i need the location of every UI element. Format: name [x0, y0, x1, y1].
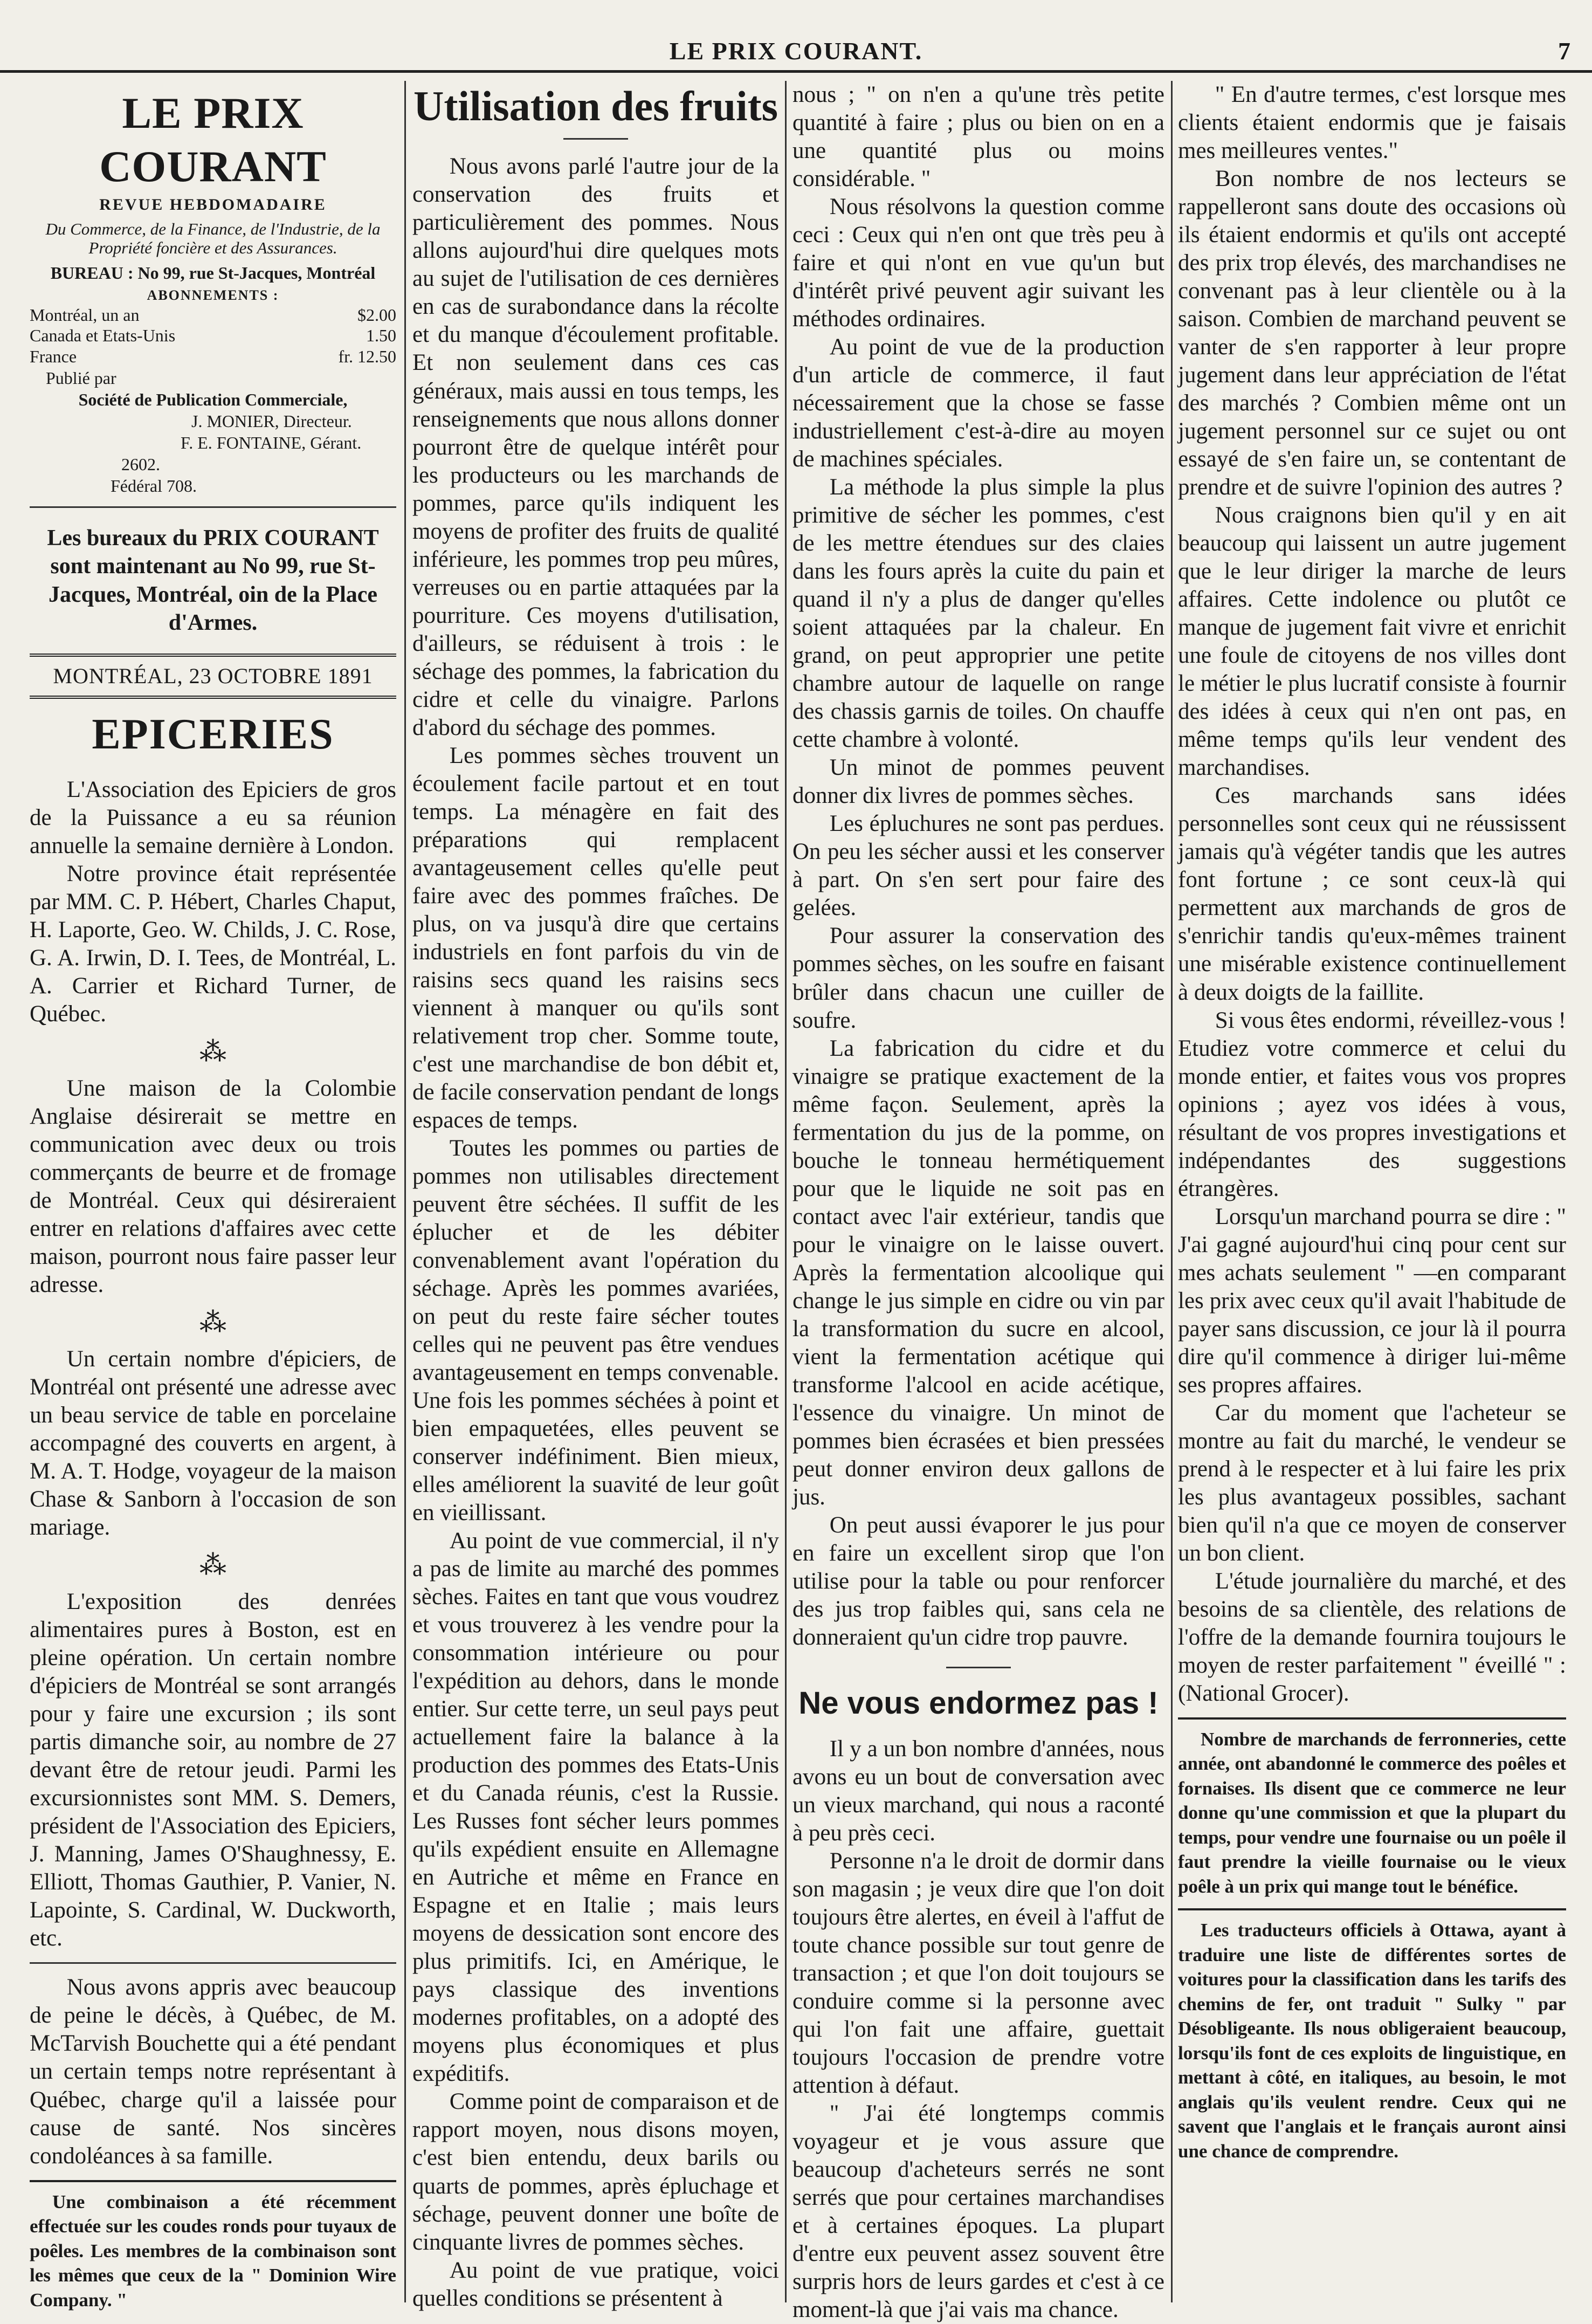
subscription-price: $2.00 — [357, 305, 396, 325]
subscription-place: Montréal, un an — [30, 305, 140, 325]
column-3 — [792, 81, 1164, 2323]
divider — [30, 506, 396, 508]
article-paragraph: Au point de vue pratique, voici quelles conditions se présentent à — [412, 2257, 779, 2311]
article-paragraph: Nous avons parlé l'autre jour de la conservation des fruits et particulièrement des pommes. Nous allons aujourd'hui dire quelques mots au sujet de l'utilisation de ces dernières en cas de surabondance dans la récolte et du manque d'écoulement profitable. Et non seulement dans ces cas généraux, mais aussi en tous temps, les renseignements que nous allons donner pourront être de quelque intérêt pour les producteurs ou les marchands de pommes, parce qu'ils indiquent les moyens de profiter des fruits de qualité inférieure, les pommes trop peu mûres, verreuses ou en partie attaquées par la pourriture. Ces moyens d'utilisation, d'ailleurs, se réduisent à trois : le séchage des pommes, la fabrication du cidre et celle du vinaigre. Parlons d'abord du séchage des pommes. — [412, 154, 779, 740]
section-title-epiceries: EPICERIES — [92, 711, 334, 759]
article-paragraph: Nous avons appris avec beaucoup de peine le décès, à Québec, de M. McTarvish Bouchette qui a été pendant un certain temps notre représentant à Québec, charge qu'il a laissée pour cause de santé. Nos sincères condoléances à sa famille. — [30, 1975, 396, 2169]
article-paragraph: nous ; " on n'en a qu'une très petite quantité à faire ; plus ou bien on en a une quantité plus ou moins considérable. " — [792, 82, 1164, 192]
article-paragraph: Comme point de comparaison et de rapport moyen, nous disons moyen, c'est bien entendu, deux barils ou quarts de pommes, après épluchage et séchage, peuvent donner une boîte de cinquante livres de pommes sèches. — [412, 2089, 779, 2255]
running-title: LE PRIX COURANT. — [669, 37, 923, 65]
article-title: Ne vous endormez pas ! — [798, 1685, 1159, 1721]
subscription-place: France — [30, 346, 77, 366]
asterism-divider: ⁂ — [199, 1036, 226, 1067]
column-2 — [412, 81, 779, 2311]
dateline: MONTRÉAL, 23 OCTOBRE 1891 — [30, 654, 396, 699]
column-1 — [30, 81, 396, 2311]
article-paragraph: Car du moment que l'acheteur se montre au fait du marché, le vendeur se prend à le respecter et à lui faire les prix les plus avantageux possibles, sachant bien qu'il n'a que ce moyen de conserver un bon client. — [1178, 1400, 1566, 1566]
subscriptions-heading: ABONNEMENTS : — [147, 287, 279, 304]
article-paragraph: Personne n'a le droit de dormir dans son magasin ; je veux dire que l'on doit toujours être alertes, en éveil à l'affut de toute chance possible sur tout genre de transaction ; et que l'on doit toujours se conduire comme si la personne avec qui l'on fait une affaire, guettait toujours l'occasion de prendre votre attention à défaut. — [792, 1848, 1164, 2099]
article-paragraph: Toutes les pommes ou parties de pommes non utilisables directement peuvent être séchées. Il suffit de les éplucher et de les débiter convenablement avant l'opération du séchage. Après les pommes avariées, on peut du reste faire sécher toutes celles qui ne peuvent pas être vendues avantageusement en temps convenable. Une fois les pommes séchées à point et bien empaquetées, elles peuvent se conserver indéfiniment. Bien mieux, elles améliorent la suavité de leur goût en vieillissant. — [412, 1135, 779, 1526]
article-paragraph: Nous résolvons la question comme ceci : Ceux qui n'en ont que très peu à faire et qui n'ont en vue qu'un but d'intérêt privé peuvent agir suivant les méthodes ordinaires. — [792, 194, 1164, 332]
article-paragraph: On peut aussi évaporer le jus pour en faire un excellent sirop que l'on utilise pour la table ou pour renforcer des jus trop faibles qui, sans cela ne donneraient qu'un cidre trop pauvre. — [792, 1512, 1164, 1650]
brief-note — [1178, 1908, 1566, 2163]
director-name: J. MONIER, Directeur. — [191, 411, 352, 431]
brief-note — [30, 2180, 396, 2313]
article-paragraph: " J'ai été longtemps commis voyageur et je vous assure que beaucoup d'acheteurs serrés ne sont serrés que pour certaines marchandises et à certaines époques. La plupart d'entre eux peuvent assez souvent être surpris hors de leurs gardes et c'est à ce moment-là que j'ai vais ma chance. — [792, 2101, 1164, 2323]
masthead-title: LE PRIX COURANT — [99, 88, 327, 191]
article-title: Utilisation des fruits — [413, 82, 778, 129]
masthead-bureau: BUREAU : No 99, rue St-Jacques, Montréal — [50, 263, 376, 283]
subscription-row — [30, 305, 396, 326]
column-rule — [785, 81, 787, 2302]
phone-number: 2602. — [121, 454, 160, 474]
article-paragraph: Un minot de pommes peuvent donner dix livres de pommes sèches. — [792, 755, 1164, 809]
article-paragraph: Si vous êtes endormi, réveillez-vous ! Etudiez votre commerce et celui du monde entier, et faites vous vos propres opinions ; ayez vos idées à vous, résultant de vos propres investigations et indépendantes des suggestions étrangères. — [1178, 1007, 1566, 1201]
article-paragraph: Les pommes sèches trouvent un écoulement facile partout et en tout temps. La ménagère en fait des préparations qui remplacent avantageusement celles qu'elle peut faire avec des pommes fraîches. De plus, on va jusqu'à dire que certains industriels en font parfois du vin de raisins secs quand les raisins secs viennent à manquer ou qu'ils sont relativement trop cher. Somme toute, c'est une marchandise de bon débit et, de facile conservation pendant de longs espaces de temps. — [412, 742, 779, 1133]
running-header — [0, 32, 1592, 73]
subscription-place: Canada et Etats-Unis — [30, 326, 176, 346]
publication-line: Publié par — [46, 368, 116, 388]
article-paragraph: Une maison de la Colombie Anglaise désirerait se mettre en communication avec deux ou trois commerçants de beurre et de fromage de Montréal. Ceux qui désireraient entrer en relations d'affaires avec cette maison, pourront nous faire passer leur adresse. — [30, 1076, 396, 1298]
article-paragraph: Les épluchures ne sont pas perdues. On peu les sécher aussi et les conserver à part. On s'en sert pour faire des gelées. — [792, 811, 1164, 921]
article-paragraph: L'Association des Epiciers de gros de la Puissance a eu sa réunion annuelle la semaine dernière à London. — [30, 776, 396, 858]
brief-note-text: Nombre de marchands de ferronneries, cette année, ont abandonné le commerce des poêles et fornaises. Ils disent que ce commerce ne leur donne qu'une commission et que la plupart du temps, pour vendre une fournaise ou un poêle il faut prendre la vieille fournaise ou le vieux poêle à un prix qui mange tout le bénéfice. — [1178, 1728, 1566, 1897]
article-paragraph: L'étude journalière du marché, et des besoins de sa clientèle, des relations de l'offre de la demande fournira toujours le moyen de rester parfaitement " éveillé " : (National Grocer). — [1178, 1568, 1566, 1706]
publisher-name: Société de Publication Commerciale, — [78, 389, 348, 409]
asterism-divider: ⁂ — [199, 1550, 226, 1580]
article-paragraph: Nous craignons bien qu'il y en ait beaucoup qui laissent un autre jugement que le leur diriger la marche de leurs affaires. Cette indolence ou plutôt ce manque de jugement fait vivre et enrichit une foule de citoyens de nos villes dont le métier le plus lucratif consiste à fournir des idées à ceux qui n'en ont pas, en même temps qu'ils leur vendent des marchandises. — [1178, 503, 1566, 781]
brief-note — [1178, 1717, 1566, 1899]
brief-note-text: Les traducteurs officiels à Ottawa, ayant à traduire une liste de différentes sortes de voitures pour la classification dans les tarifs des chemins de fer, ont traduit " Sulky " par Désobligeante. Ils nous obligeraient beaucoup, lorsqu'ils font de ces exploits de linguistique, en mettant à côté, en italiques, au besoin, le mot anglais qu'ils veulent rendre. Ceux qui ne savent que l'anglais et le français auront ainsi une chance de comprendre. — [1178, 1920, 1566, 2162]
article-paragraph: La méthode la plus simple la plus primitive de sécher les pommes, c'est de les mettre étendues sur des claies dans les fours après la cuite du pain et quand il n'y a plus de danger qu'elles soient attaquées par la chaleur. En grand, on peut approprier une petite chambre autour de laquelle on range des chassis garnis de toiles. On chauffe cette chambre à volonté. — [792, 475, 1164, 753]
brief-note-text: Une combinaison a été récemment effectuée sur les coudes ronds pour tuyaux de poêles. Les membres de la combinaison sont les mêmes que ceux de la " Dominion Wire Company. " — [30, 2191, 396, 2311]
masthead-description: Du Commerce, de la Finance, de l'Industrie, de la Propriété foncière et des Assurances. — [45, 219, 381, 258]
phone-federal: Fédéral 708. — [111, 476, 197, 496]
article-paragraph: Ces marchands sans idées personnelles sont ceux qui ne réussissent jamais qu'à végéter tandis que les autres font fortune ; ce sont ceux-là qui permettent aux marchands de gros de s'enrichir tandis qu'eux-mêmes trainent une misérable existence continuellement à deux doigts de la faillite. — [1178, 783, 1566, 1005]
column-rule — [1171, 81, 1173, 2302]
article-paragraph: " En d'autre termes, c'est lorsque mes clients étaient endormis que je faisais mes meilleures ventes." — [1178, 82, 1566, 164]
manager-name: F. E. FONTAINE, Gérant. — [181, 432, 362, 452]
page-number: 7 — [1558, 37, 1570, 65]
divider — [30, 1962, 396, 1964]
article-paragraph: Il y a un bon nombre d'années, nous avons eu un bout de conversation avec un vieux marchand, qui nous a raconté à peu près ceci. — [792, 1736, 1164, 1846]
article-paragraph: Au point de vue commercial, il n'y a pas de limite au marché des pommes sèches. Faites en tant que vous voudrez et vous trouverez à les vendre pour la consommation intérieure ou pour l'expédition au dehors, dans le monde entier. Sur cette terre, un seul pays peut actuellement faire la balance à la production des pommes des Etats-Unis et du Canada réunis, c'est la Russie. Les Russes font sécher leurs pommes qu'ils expédient ensuite en Allemagne en Autriche et même en France en Espagne et en Italie ; mais leurs moyens de dessication sont encore des plus primitifs. Ici, en Amérique, le pays classique des inventions modernes profitables, on a adopté des moyens plus économiques et plus expéditifs. — [412, 1528, 779, 2087]
article-paragraph: Pour assurer la conservation des pommes sèches, on les soufre en faisant brûler dans chacun une cuiller de soufre. — [792, 923, 1164, 1033]
office-notice: Les bureaux du PRIX COURANT sont maintenant au No 99, rue St-Jacques, Montréal, oin de la Place d'Armes. — [47, 525, 379, 636]
title-rule — [563, 138, 628, 140]
article-paragraph: L'exposition des denrées alimentaires pures à Boston, est en pleine opération. Un certain nombre d'épiciers de Montréal se sont arrangés pour y faire une excursion ; ils sont partis dimanche soir, au nombre de 27 devant être de retour jeudi. Parmi les excursionnistes sont MM. S. Demers, président de l'Association des Epiciers, J. Manning, James O'Shaughnessy, E. Elliott, Thomas Gauthier, P. Vanier, N. Lapointe, S. Cardinal, W. Duckworth, etc. — [30, 1589, 396, 1951]
subscription-row — [30, 325, 396, 346]
article-paragraph: Bon nombre de nos lecteurs se rappelleront sans doute des occasions où ils étaient endormis et qu'ils ont accepté des prix trop élevés, des marchandises ne convenant pas à leur clientèle ou à la saison. Combien de marchand peuvent se vanter de s'en rapporter à leur propre jugement dans leur appréciation de l'état des marchés ? Combien même ont un jugement personnel sur ce sujet ou ont essayé de s'en faire un, se contentant de prendre et de suivre l'opinion des autres ? — [1178, 166, 1566, 500]
article-paragraph: La fabrication du cidre et du vinaigre se pratique exactement de la même façon. Seulement, après la fermentation du jus de la pomme, on bouche le tonneau hermétiquement pour que le liquide ne soit pas en contact avec l'air extérieur, tandis que pour le vinaigre on le laisse ouvert. Après la fermentation alcoolique qui change le jus simple en cidre ou vin par la transformation du sucre en alcool, vient la fermentation acétique qui transforme l'alcool en acide acétique, l'essence du vinaigre. Un minot de pommes bien écrasées et bien pressées peut donner environ deux gallons de jus. — [792, 1035, 1164, 1510]
column-rule — [404, 81, 406, 2302]
subscription-row — [30, 346, 396, 367]
article-paragraph: Au point de vue de la production d'un article de commerce, il faut nécessairement que la chose se fasse industriellement c'est-à-dire au moyen de machines spéciales. — [792, 334, 1164, 472]
article-paragraph: Un certain nombre d'épiciers, de Montréal ont présenté une adresse avec un beau service de table en porcelaine accompagné des couverts en argent, à M. A. T. Hodge, voyageur de la maison Chase & Sanborn à l'occasion de son mariage. — [30, 1346, 396, 1541]
asterism-divider: ⁂ — [199, 1307, 226, 1338]
article-paragraph: Notre province était représentée par MM. C. P. Hébert, Charles Chaput, H. Laporte, Geo. W. Childs, J. C. Rose, G. A. Irwin, D. I. Tees, de Montréal, L. A. Carrier et Richard Turner, de Québec. — [30, 861, 396, 1027]
masthead-subtitle: REVUE HEBDOMADAIRE — [99, 196, 327, 214]
subscription-price: 1.50 — [366, 326, 396, 346]
divider — [946, 1667, 1011, 1668]
article-paragraph: Lorsqu'un marchand pourra se dire : " J'ai gagné aujourd'hui cinq pour cent sur mes achats seulement " —en comparant les prix avec ceux qu'il avait l'habitude de payer sans discussion, ce jour là il pourra dire qu'il commence à diriger lui-même ses propres affaires. — [1178, 1204, 1566, 1398]
subscription-price: fr. 12.50 — [338, 346, 396, 366]
column-4 — [1178, 81, 1566, 2308]
